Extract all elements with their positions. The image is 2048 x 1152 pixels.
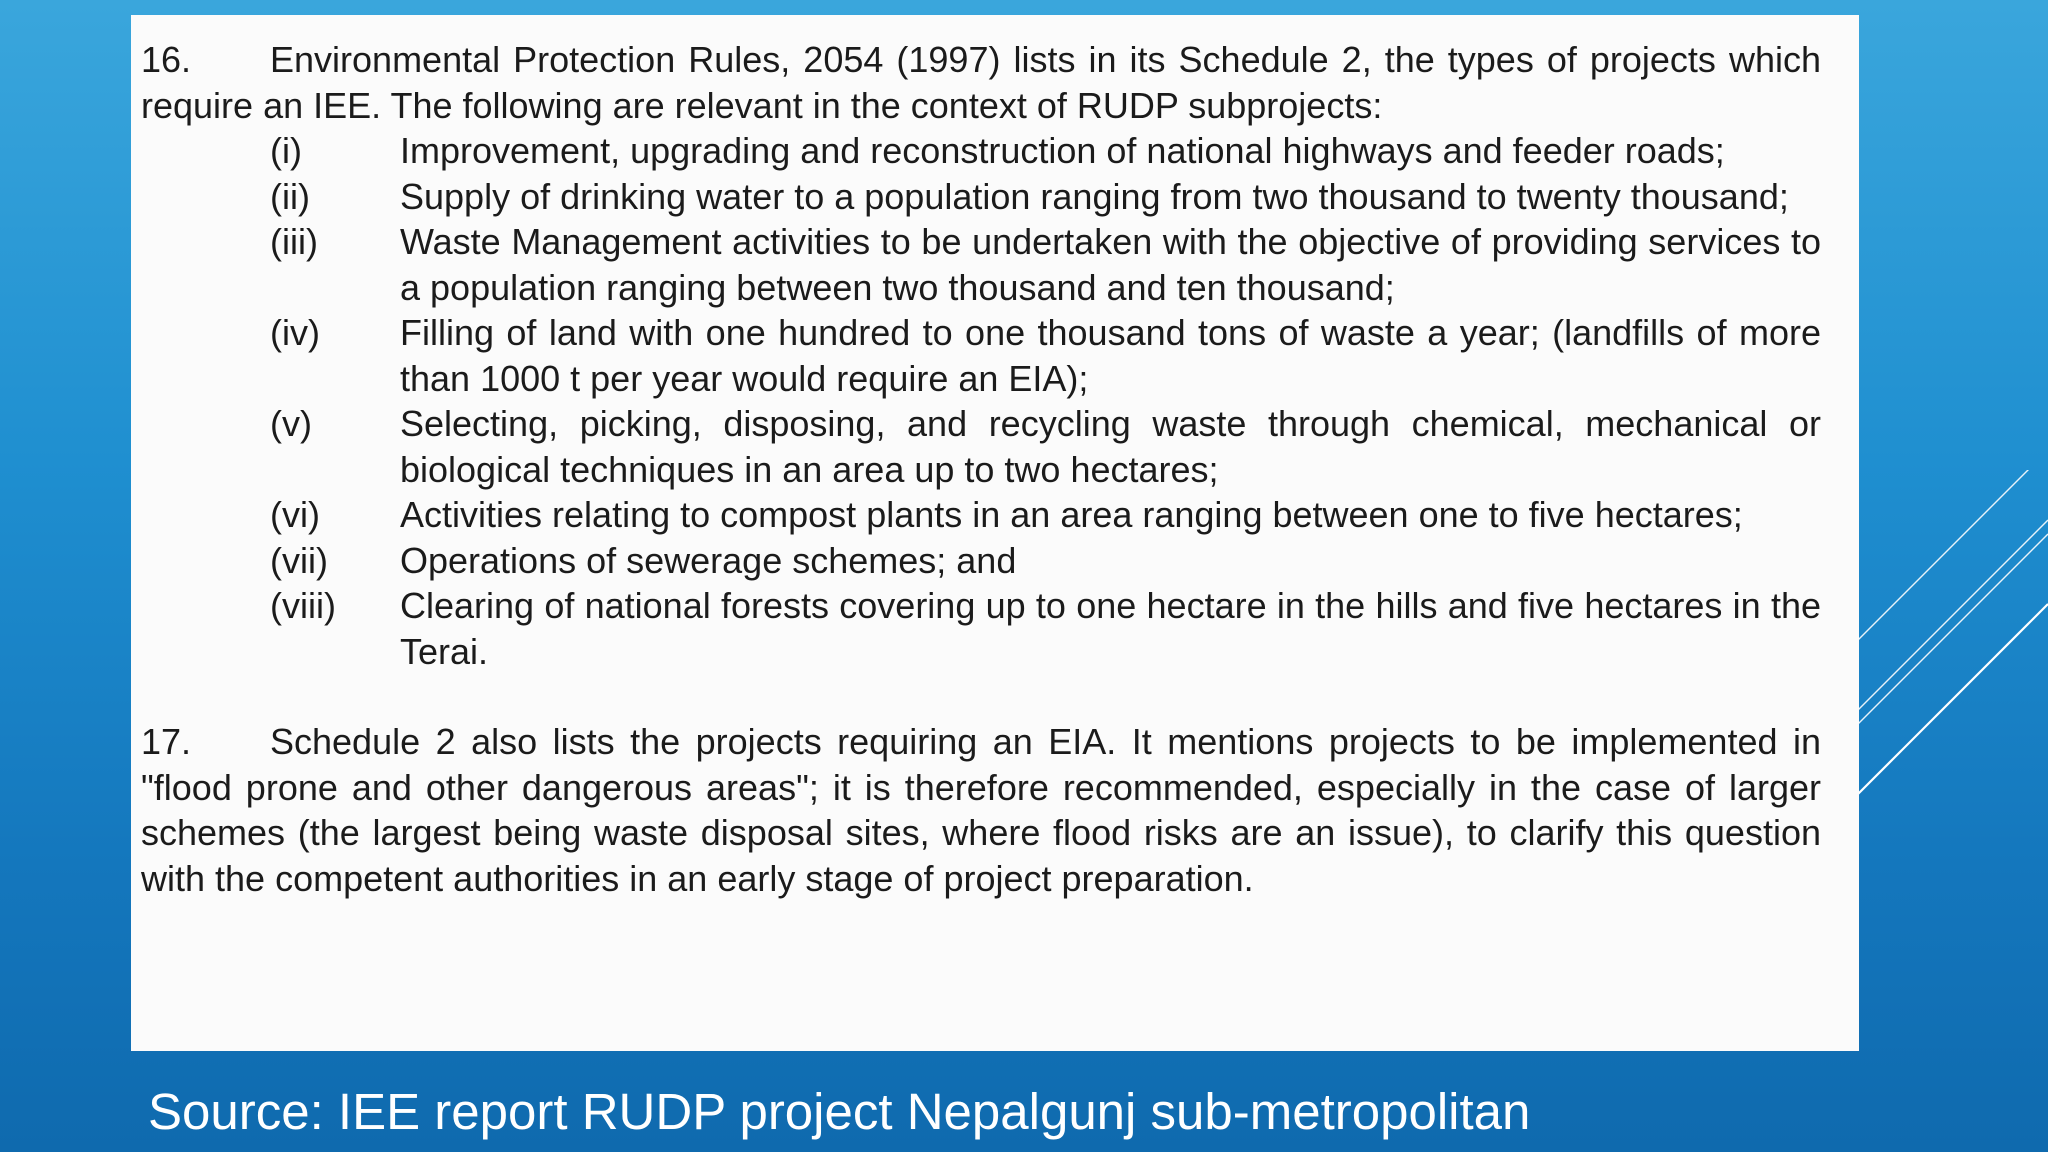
list-item-text: Clearing of national forests covering up to one hectare in the hills and five hectares in the Terai. (400, 585, 1821, 672)
source-caption: Source: IEE report RUDP project Nepalgunj sub-metropolitan (148, 1083, 1531, 1140)
list-item (141, 492, 1821, 538)
decoration-line (1848, 470, 2048, 650)
list-item-text: Activities relating to compost plants in an area ranging between one to five hectares; (400, 494, 1743, 535)
list-item-marker: (viii) (270, 585, 336, 626)
paragraph-number: 17. (141, 721, 192, 762)
list-item-text: Selecting, picking, disposing, and recycling waste through chemical, mechanical or biological techniques in an area up to two hectares; (400, 403, 1821, 490)
paragraph-17 (141, 719, 1821, 901)
paragraph-text: Schedule 2 also lists the projects requiring an EIA. It mentions projects to be implemented in "flood prone and other dangerous areas"; it is therefore recommended, especially in the case of larger schemes (the largest being waste disposal sites, where flood risks are an issue), to clarify this question with the competent authorities in an early stage of project preparation. (141, 721, 1821, 899)
list-item-marker: (i) (270, 130, 302, 171)
list-item (141, 219, 1821, 310)
paragraph-number: 16. (141, 39, 192, 80)
list-item (141, 401, 1821, 492)
decoration-line (1842, 604, 2048, 810)
list-item-marker: (v) (270, 403, 312, 444)
paragraph-16 (141, 37, 1821, 128)
document-excerpt (131, 15, 1859, 1051)
decoration-line (1840, 534, 2048, 742)
list-item (141, 310, 1821, 401)
project-list (141, 128, 1821, 674)
diagonal-lines-decoration (1840, 470, 2048, 850)
list-item (141, 128, 1821, 174)
list-item (141, 538, 1821, 584)
list-item-marker: (vi) (270, 494, 320, 535)
list-item-text: Supply of drinking water to a population ranging from two thousand to twenty thousand; (400, 175, 1789, 217)
list-item (141, 174, 1821, 220)
list-item-text: Filling of land with one hundred to one thousand tons of waste a year; (landfills of more than 1000 t per year would require an EIA); (400, 312, 1821, 399)
paragraph-text: Environmental Protection Rules, 2054 (1997) lists in its Schedule 2, the types of projects which require an IEE. The following are relevant in the context of RUDP subprojects: (141, 39, 1821, 126)
list-item-marker: (vii) (270, 539, 328, 581)
list-item-text: Waste Management activities to be undertaken with the objective of providing services to a population ranging between two thousand and ten thousand; (400, 221, 1821, 308)
decoration-line (1840, 520, 2048, 728)
list-item-text: Operations of sewerage schemes; and (400, 539, 1017, 581)
list-item-text: Improvement, upgrading and reconstruction of national highways and feeder roads; (400, 130, 1725, 171)
list-item-marker: (iv) (270, 312, 320, 353)
paragraph-spacer (141, 674, 1821, 719)
list-item-marker: (ii) (270, 175, 310, 217)
list-item-marker: (iii) (270, 221, 318, 262)
list-item (141, 583, 1821, 674)
